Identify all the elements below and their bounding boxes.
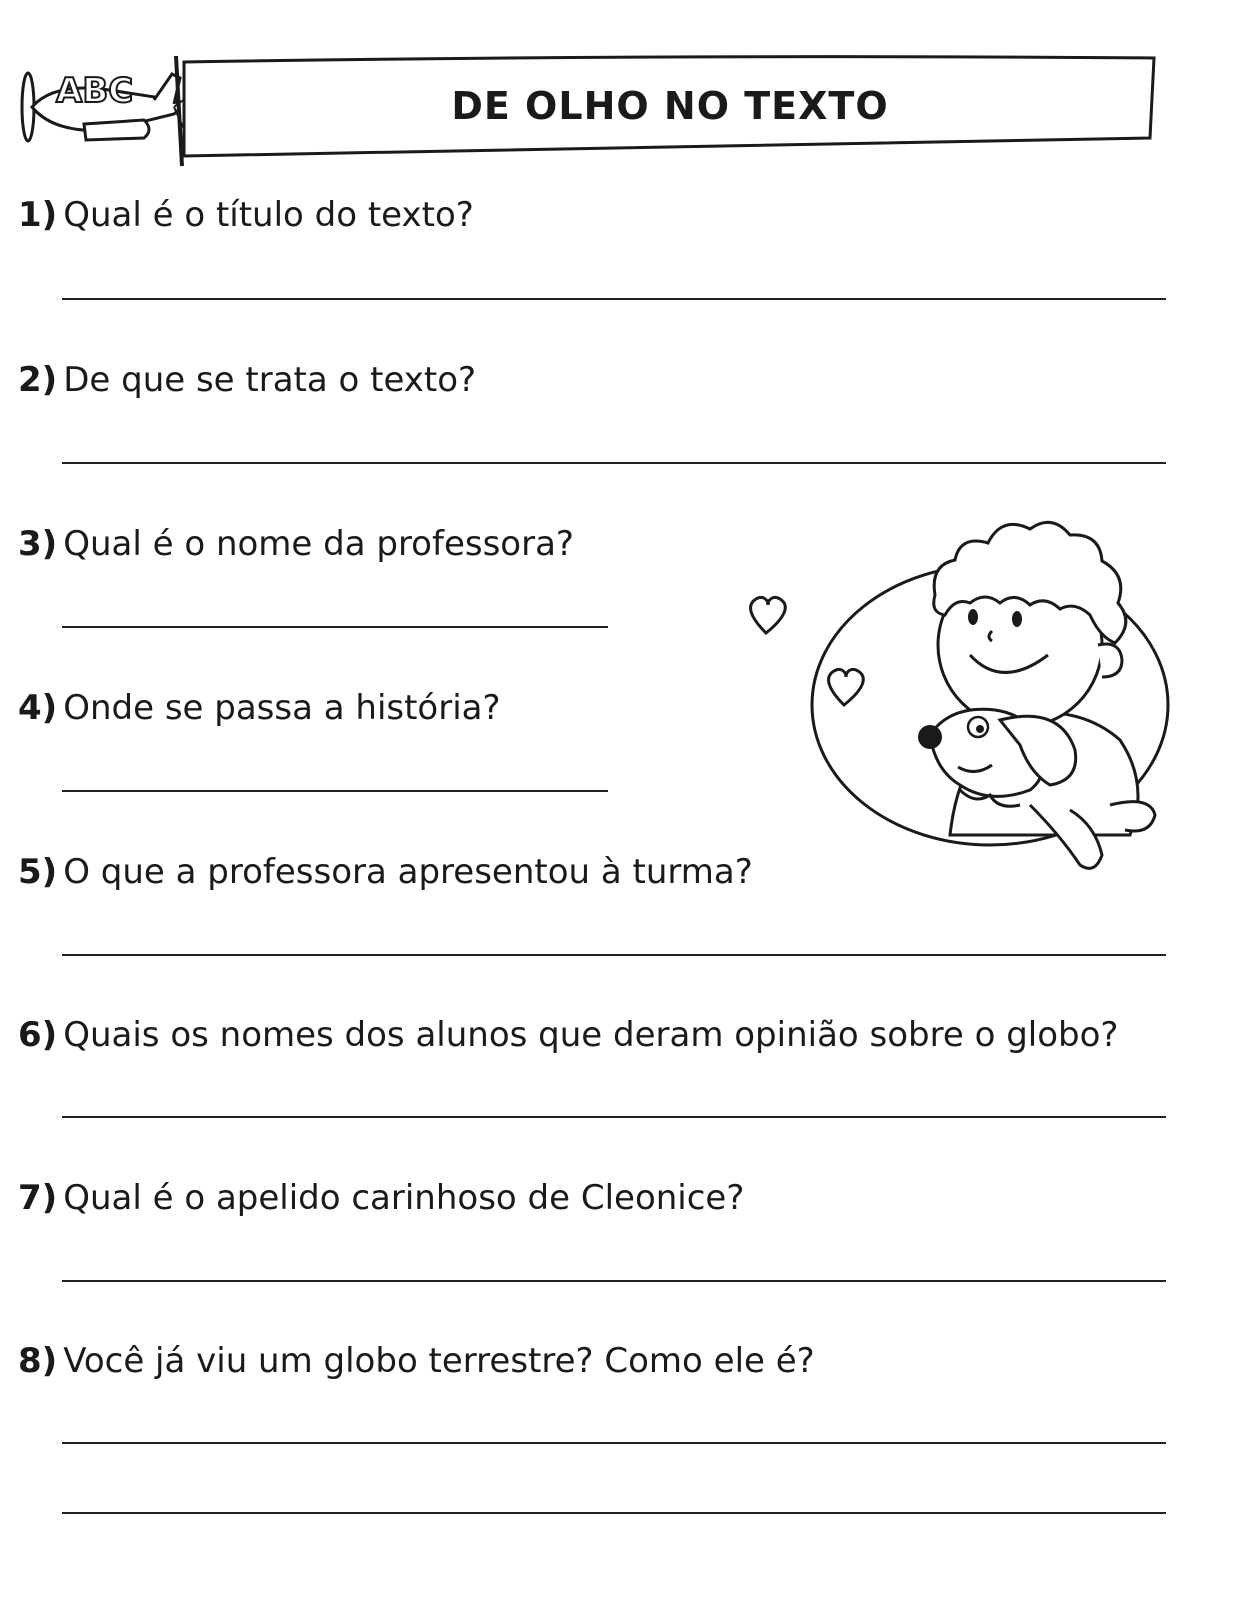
question-text: De que se trata o texto? — [63, 360, 477, 400]
answer-line-8a[interactable] — [62, 1442, 1166, 1444]
airplane-abc-logo-icon — [14, 52, 194, 162]
question-number: 2) — [18, 360, 58, 400]
question-number: 5) — [18, 852, 58, 892]
worksheet-header — [0, 0, 1233, 175]
question-text: Quais os nomes dos alunos que deram opinião sobre o globo? — [63, 1015, 1119, 1055]
answer-line-2[interactable] — [62, 462, 1166, 464]
answer-line-7[interactable] — [62, 1280, 1166, 1282]
question-text: Qual é o apelido carinhoso de Cleonice? — [63, 1178, 745, 1218]
question-5 — [18, 852, 753, 892]
question-8 — [18, 1341, 815, 1381]
answer-line-1[interactable] — [62, 298, 1166, 300]
question-number: 1) — [18, 195, 58, 235]
answer-line-4[interactable] — [62, 790, 608, 792]
question-text: O que a professora apresentou à turma? — [63, 852, 753, 892]
heart-icon — [751, 597, 786, 633]
question-text: Qual é o nome da professora? — [63, 524, 574, 564]
question-6 — [18, 1015, 1118, 1055]
question-1 — [18, 195, 474, 235]
answer-line-6[interactable] — [62, 1116, 1166, 1118]
question-number: 4) — [18, 688, 58, 728]
question-number: 6) — [18, 1015, 58, 1055]
question-7 — [18, 1178, 744, 1218]
answer-line-3[interactable] — [62, 626, 608, 628]
logo-letters: ABC — [56, 71, 134, 111]
question-text: Onde se passa a história? — [63, 688, 501, 728]
question-number: 7) — [18, 1178, 58, 1218]
page-title: DE OLHO NO TEXTO — [451, 84, 889, 128]
question-4 — [18, 688, 501, 728]
boy-with-puppy-illustration — [730, 505, 1180, 885]
question-text: Você já viu um globo terrestre? Como ele é? — [63, 1341, 815, 1381]
answer-line-8b[interactable] — [62, 1512, 1166, 1514]
question-number: 3) — [18, 524, 58, 564]
question-3 — [18, 524, 574, 564]
question-text: Qual é o título do texto? — [63, 195, 474, 235]
answer-line-5[interactable] — [62, 954, 1166, 956]
question-2 — [18, 360, 476, 400]
question-number: 8) — [18, 1341, 58, 1381]
